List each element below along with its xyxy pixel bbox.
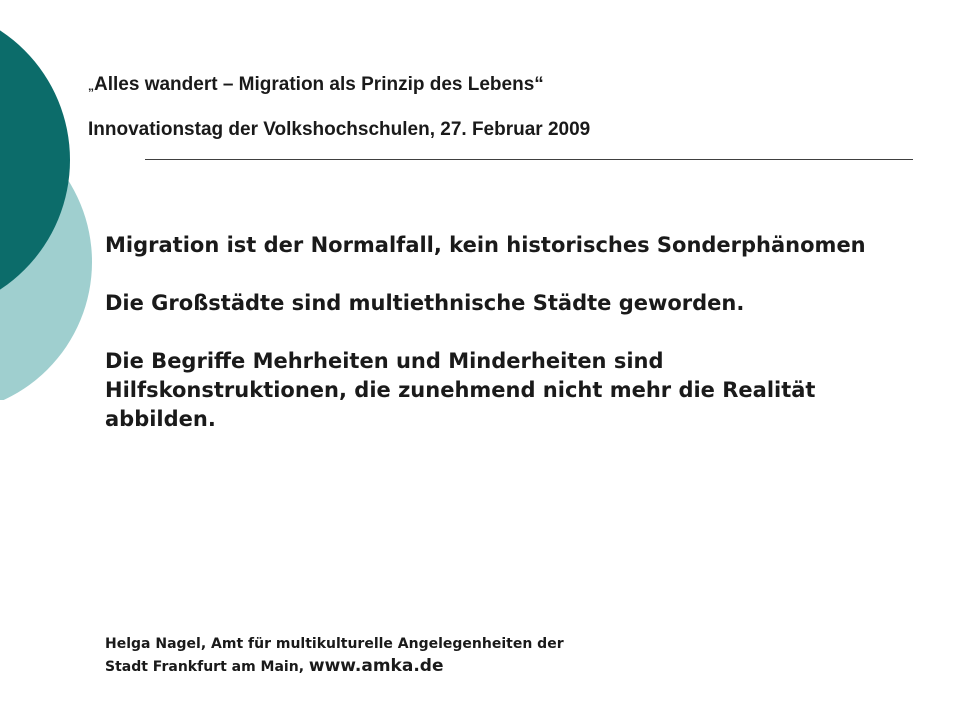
title-text: Alles wandert – Migration als Prinzip des Lebens“: [94, 74, 544, 95]
author-city: Stadt Frankfurt am Main,: [105, 659, 309, 675]
decorative-circles: [0, 0, 120, 400]
body-paragraph: Migration ist der Normalfall, kein historisches Sonderphänomen: [105, 233, 866, 257]
header-divider: [145, 159, 913, 160]
website-link[interactable]: www.amka.de: [308, 656, 444, 676]
body-text: [105, 231, 885, 463]
event-subtitle: Innovationstag der Volkshochschulen, 27. Februar 2009: [88, 119, 591, 140]
author-line-2: [105, 655, 805, 678]
opening-quote: „: [88, 79, 94, 93]
body-paragraph: Die Großstädte sind multiethnische Städte geworden.: [105, 291, 745, 315]
author-line-1: Helga Nagel, Amt für multikulturelle Angelegenheiten der: [105, 636, 564, 652]
presentation-title: [88, 74, 544, 96]
author-credit: [105, 633, 805, 678]
body-paragraph: Die Begriffe Mehrheiten und Minderheiten sind Hilfskonstruktionen, die zunehmend nicht mehr die Realität abbilden.: [105, 349, 816, 431]
